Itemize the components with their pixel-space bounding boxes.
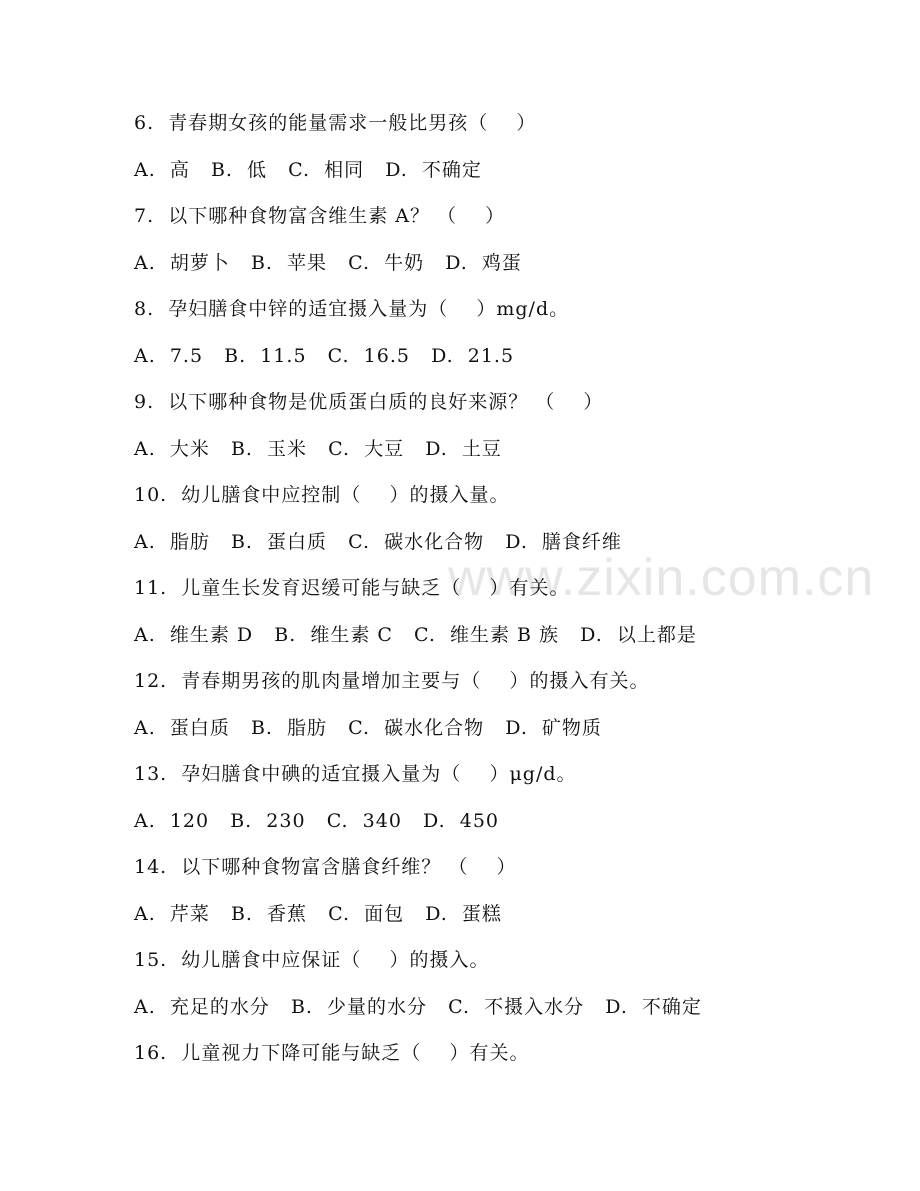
question-15-options: A. 充足的水分 B. 少量的水分 C. 不摄入水分 D. 不确定 (134, 995, 702, 1018)
question-12: 12. 青春期男孩的肌肉量增加主要与（ ）的摄入有关。 (134, 670, 650, 692)
question-14-options: A. 芹菜 B. 香蕉 C. 面包 D. 蛋糕 (134, 902, 502, 925)
question-6: 6. 青春期女孩的能量需求一般比男孩（ ） (134, 112, 537, 134)
question-10: 10. 幼儿膳食中应控制（ ）的摄入量。 (134, 484, 510, 506)
question-13-options: A. 120 B. 230 C. 340 D. 450 (134, 809, 499, 832)
question-16: 16. 儿童视力下降可能与缺乏（ ）有关。 (134, 1042, 530, 1064)
question-15: 15. 幼儿膳食中应保证（ ）的摄入。 (134, 949, 490, 971)
question-8: 8. 孕妇膳食中锌的适宜摄入量为（ ）mg/d。 (134, 298, 570, 320)
question-13: 13. 孕妇膳食中碘的适宜摄入量为（ ）μg/d。 (134, 763, 577, 785)
question-10-options: A. 脂肪 B. 蛋白质 C. 碳水化合物 D. 膳食纤维 (134, 530, 622, 553)
question-8-options: A. 7.5 B. 11.5 C. 16.5 D. 21.5 (134, 344, 515, 367)
question-12-options: A. 蛋白质 B. 脂肪 C. 碳水化合物 D. 矿物质 (134, 716, 602, 739)
question-7-options: A. 胡萝卜 B. 苹果 C. 牛奶 D. 鸡蛋 (134, 251, 522, 274)
question-11-options: A. 维生素 D B. 维生素 C C. 维生素 B 族 D. 以上都是 (134, 623, 697, 646)
question-9-options: A. 大米 B. 玉米 C. 大豆 D. 土豆 (134, 437, 502, 460)
question-14: 14. 以下哪种食物富含膳食纤维？ （ ） (134, 856, 517, 878)
question-6-options: A. 高 B. 低 C. 相同 D. 不确定 (134, 158, 482, 181)
watermark: www.zixin.com.cn (448, 549, 875, 607)
question-9: 9. 以下哪种食物是优质蛋白质的良好来源？ （ ） (134, 391, 604, 413)
question-11: 11. 儿童生长发育迟缓可能与缺乏（ ）有关。 (134, 577, 570, 599)
question-7: 7. 以下哪种食物富含维生素 A？ （ ） (134, 205, 506, 227)
question-list (134, 106, 854, 1083)
